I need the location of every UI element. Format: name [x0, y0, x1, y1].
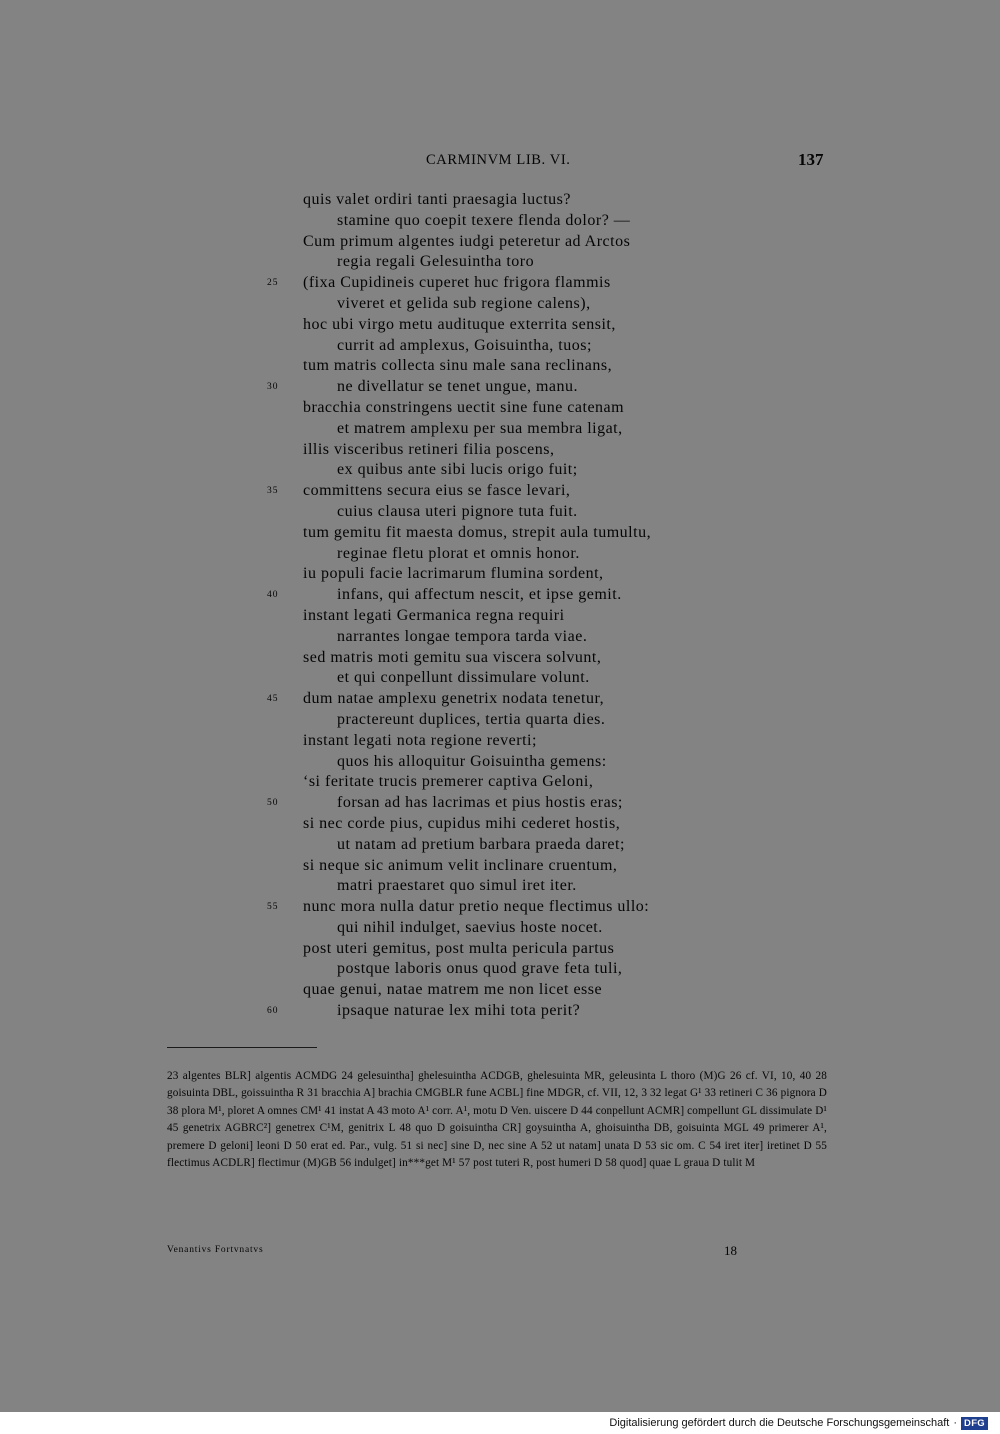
verse-text: ne divellatur se tenet ungue, manu. — [337, 378, 578, 396]
line-number: 40 — [267, 590, 279, 601]
verse-line — [0, 523, 1000, 544]
line-number: 55 — [267, 902, 279, 913]
running-head: CARMINVM LIB. VI. — [426, 152, 571, 168]
verse-text: committens secura eius se fasce levari, — [303, 482, 571, 500]
verse-text: stamine quo coepit texere flenda dolor? — — [337, 211, 631, 229]
verse-line — [0, 606, 1000, 627]
verse-text: quae genui, natae matrem me non licet esse — [303, 981, 603, 999]
verse-text: (fixa Cupidineis cuperet huc frigora flammis — [303, 274, 611, 292]
verse-text: instant legati Germanica regna requiri — [303, 606, 565, 624]
verse-text: ut natam ad pretium barbara praeda daret; — [337, 835, 625, 853]
verse-text: illis visceribus retineri filia poscens, — [303, 440, 555, 458]
verse-line — [0, 689, 1000, 710]
line-number: 45 — [267, 694, 279, 705]
verse-line — [0, 980, 1000, 1001]
signature-line — [167, 1245, 827, 1263]
verse-text: matri praestaret quo simul iret iter. — [337, 877, 577, 895]
verse-text: iu populi facie lacrimarum flumina sordent, — [303, 565, 604, 583]
verse-line — [0, 752, 1000, 773]
verse-text: qui nihil indulget, saevius hoste nocet. — [337, 918, 603, 936]
verse-line — [0, 585, 1000, 606]
verse-line — [0, 668, 1000, 689]
verse-line — [0, 336, 1000, 357]
signature-author: Venantivs Fortvnatvs — [167, 1245, 264, 1255]
banner-text: Digitalisierung gefördert durch die Deutsche Forschungsgemeinschaft — [609, 1417, 950, 1429]
verse-line — [0, 294, 1000, 315]
signature-sheet-number: 18 — [724, 1243, 737, 1258]
verse-line — [0, 190, 1000, 211]
page-header — [0, 152, 1000, 176]
verse-text: et qui conpellunt dissimulare volunt. — [337, 669, 590, 687]
verse-line — [0, 419, 1000, 440]
verse-text: dum natae amplexu genetrix nodata tenetur, — [303, 690, 605, 708]
line-number: 25 — [267, 278, 279, 289]
verse-text: currit ad amplexus, Goisuintha, tuos; — [337, 336, 592, 354]
verse-line — [0, 918, 1000, 939]
verse-line — [0, 273, 1000, 294]
verse-text: nunc mora nulla datur pretio neque flectimus ullo: — [303, 898, 650, 916]
verse-text: practereunt duplices, tertia quarta dies. — [337, 710, 606, 728]
verse-text: viveret et gelida sub regione calens), — [337, 294, 591, 312]
verse-text: infans, qui affectum nescit, et ipse gemit. — [337, 586, 622, 604]
apparatus-divider — [167, 1047, 317, 1048]
verse-text: regia regali Gelesuintha toro — [337, 253, 535, 271]
verse-text: forsan ad has lacrimas et pius hostis eras; — [337, 794, 623, 812]
critical-apparatus: 23 algentes BLR] algentis ACMDG 24 gelesuintha] ghelesuintha ACDGB, ghelesuinta MR, geleusinta L thoro (M)G 26 cf. VI, 10, 40 28 goisuinta DBL, goissuintha R 31 bracchia A] brachia CMGBLR fune ACBL] fine MDGR, cf. VII, 12, 3 32 legat G¹ 33 retineri C 36 pignora D 38 plora M¹, ploret A omnes CM¹ 41 instat A 43 moto A¹ corr. A¹, motu D Ven. uiscere D 44 conpellunt ACMR] compellunt GL dissimulate D¹ 45 genetrix AGBRC²] genetrex C¹M, genitrix L 48 quo D goisuintha CR] goysuintha A, ghoisuintha DB, goisuinta MGL 49 primerer A¹, premere D geloni] leoni D 50 erat ed. Par., vulg. 51 si nec] sine D, nec sine A 52 ut natam] unata D 53 sic om. C 54 iret iter] iretinet D 55 flectimus ACDLR] flectimur (M)GB 56 indulget] in***get M¹ 57 post tuteri R, post humeri D 58 quod] quae L graua D tulit M — [167, 1070, 827, 1170]
verse-line — [0, 502, 1000, 523]
verse-text: tum gemitu fit maesta domus, strepit aula tumultu, — [303, 523, 652, 541]
verse-line — [0, 710, 1000, 731]
verse-line — [0, 731, 1000, 752]
verse-text: ‘si feritate trucis premerer captiva Geloni, — [303, 773, 594, 791]
verse-text: si nec corde pius, cupidus mihi cederet hostis, — [303, 814, 621, 832]
verse-text: si neque sic animum velit inclinare cruentum, — [303, 856, 618, 874]
verse-line — [0, 959, 1000, 980]
verse-text: reginae fletu plorat et omnis honor. — [337, 544, 580, 562]
verse-text: cuius clausa uteri pignore tuta fuit. — [337, 502, 578, 520]
verse-line — [0, 232, 1000, 253]
verse-line — [0, 481, 1000, 502]
verse-text: hoc ubi virgo metu audituque exterrita sensit, — [303, 315, 616, 333]
verse-line — [0, 356, 1000, 377]
verse-line — [0, 793, 1000, 814]
verse-line — [0, 440, 1000, 461]
separator-dot: · — [953, 1417, 958, 1429]
verse-text: quos his alloquitur Goisuintha gemens: — [337, 752, 607, 770]
verse-line — [0, 939, 1000, 960]
verse-line — [0, 1001, 1000, 1022]
verse-line — [0, 648, 1000, 669]
verse-text: bracchia constringens uectit sine fune catenam — [303, 398, 625, 416]
line-number: 35 — [267, 486, 279, 497]
verse-text: tum matris collecta sinu male sana reclinans, — [303, 357, 613, 375]
verse-text: instant legati nota regione reverti; — [303, 731, 537, 749]
verse-text: narrantes longae tempora tarda viae. — [337, 627, 588, 645]
digitization-banner — [609, 1415, 988, 1431]
verse-line — [0, 772, 1000, 793]
verse-line — [0, 398, 1000, 419]
poem-text — [0, 190, 1000, 1022]
line-number: 60 — [267, 1006, 279, 1017]
verse-line — [0, 564, 1000, 585]
verse-text: ex quibus ante sibi lucis origo fuit; — [337, 461, 578, 479]
verse-line — [0, 211, 1000, 232]
verse-text: sed matris moti gemitu sua viscera solvunt, — [303, 648, 602, 666]
verse-text: et matrem amplexu per sua membra ligat, — [337, 419, 623, 437]
verse-text: Cum primum algentes iudgi peteretur ad Arctos — [303, 232, 631, 250]
page-number: 137 — [798, 150, 824, 169]
dfg-logo: DFG — [961, 1417, 988, 1430]
verse-text: ipsaque naturae lex mihi tota perit? — [337, 1002, 581, 1020]
verse-line — [0, 377, 1000, 398]
verse-line — [0, 460, 1000, 481]
verse-line — [0, 814, 1000, 835]
verse-text: post uteri gemitus, post multa pericula partus — [303, 939, 615, 957]
line-number: 30 — [267, 382, 279, 393]
line-number: 50 — [267, 798, 279, 809]
verse-line — [0, 835, 1000, 856]
verse-line — [0, 856, 1000, 877]
verse-text: quis valet ordiri tanti praesagia luctus? — [303, 191, 571, 208]
verse-line — [0, 876, 1000, 897]
verse-line — [0, 627, 1000, 648]
verse-text: postque laboris onus quod grave feta tuli, — [337, 960, 623, 978]
verse-line — [0, 315, 1000, 336]
verse-line — [0, 897, 1000, 918]
verse-line — [0, 252, 1000, 273]
verse-line — [0, 544, 1000, 565]
